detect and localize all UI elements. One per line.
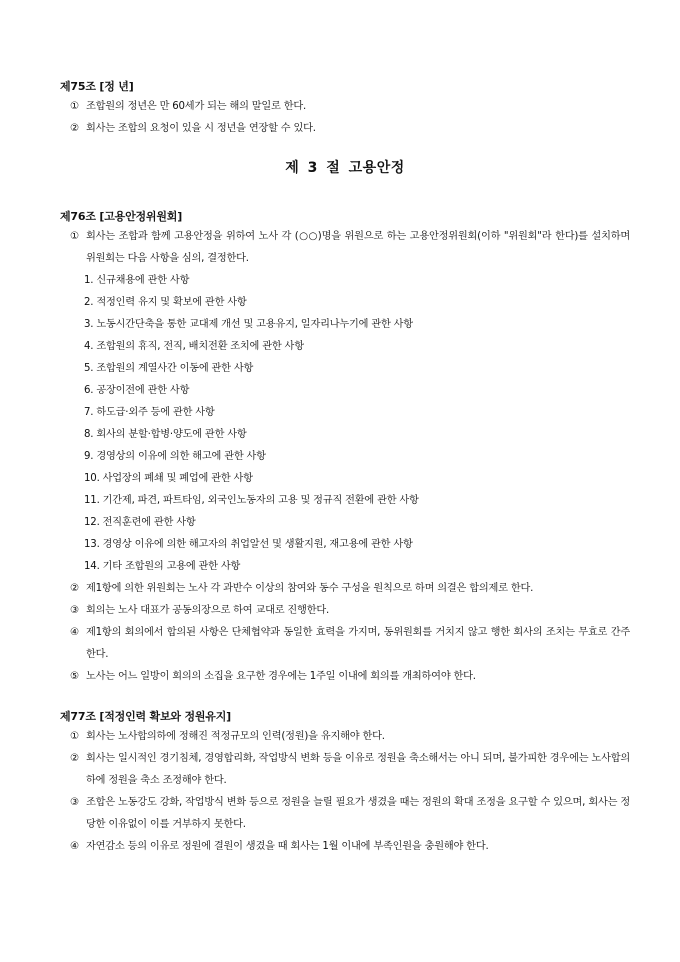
list-item: 10. 사업장의 폐쇄 및 폐업에 관한 사항 <box>84 473 253 484</box>
section-heading: 제 3 절 고용안정 <box>285 160 405 176</box>
para-text: 조합원의 정년은 만 60세가 되는 해의 말일로 한다. <box>86 101 307 112</box>
article-77-para-1 <box>60 726 630 748</box>
article-77-title: 제77조 [적정인력 확보와 정원유지] <box>60 710 231 723</box>
para-number: ② <box>70 753 79 764</box>
para-number: ① <box>70 231 79 242</box>
para-number: ④ <box>70 627 79 638</box>
article-77-para-3 <box>60 792 630 836</box>
para-number: ⑤ <box>70 671 79 682</box>
list-item: 3. 노동시간단축을 통한 교대제 개선 및 고용유지, 일자리나누기에 관한 사항 <box>84 319 413 330</box>
para-text: 회사는 일시적인 경기침체, 경영합리화, 작업방식 변화 등을 이유로 정원을 축소해서는 아니 되며, 불가피한 경우에는 노사합의 하에 정원을 축소 조정해야 한다. <box>86 753 630 786</box>
para-number: ① <box>70 101 79 112</box>
para-number: ② <box>70 123 79 134</box>
article-75-title: 제75조 [정 년] <box>60 80 134 93</box>
list-item: 9. 경영상의 이유에 의한 해고에 관한 사항 <box>84 451 266 462</box>
article-75-para-1 <box>60 96 630 118</box>
list-item: 13. 경영상 이유에 의한 해고자의 취업알선 및 생활지원, 재고용에 관한 사항 <box>84 539 413 550</box>
para-text: 회사는 노사합의하에 정해진 적정규모의 인력(정원)을 유지해야 한다. <box>86 731 385 742</box>
para-text: 제1항의 회의에서 합의된 사항은 단체협약과 동일한 효력을 가지며, 동위원회를 거치지 않고 행한 회사의 조치는 무효로 간주한다. <box>86 627 630 660</box>
para-text: 노사는 어느 일방이 회의의 소집을 요구한 경우에는 1주일 이내에 회의를 개최하여야 한다. <box>86 671 476 682</box>
list-item: 7. 하도급·외주 등에 관한 사항 <box>84 407 215 418</box>
para-number: ③ <box>70 605 79 616</box>
para-text: 회사는 조합의 요청이 있을 시 정년을 연장할 수 있다. <box>86 123 316 134</box>
list-item: 2. 적정인력 유지 및 확보에 관한 사항 <box>84 297 247 308</box>
para-text: 제1항에 의한 위원회는 노사 각 과반수 이상의 참여와 동수 구성을 원칙으로 하며 의결은 합의제로 한다. <box>86 583 534 594</box>
article-76-title: 제76조 [고용안정위원회] <box>60 210 183 223</box>
para-number: ④ <box>70 841 79 852</box>
para-text: 회사는 조합과 함께 고용안정을 위하여 노사 각 (○○)명을 위원으로 하는 고용안정위원회(이하 "위원회"라 한다)를 설치하며 위원회는 다음 사항을 심의, 결정한다. <box>86 231 630 264</box>
article-76-para-4 <box>60 622 630 666</box>
list-item: 8. 회사의 분할·합병·양도에 관한 사항 <box>84 429 247 440</box>
article-77-para-2 <box>60 748 630 792</box>
list-item: 6. 공장이전에 관한 사항 <box>84 385 190 396</box>
article-75 <box>60 78 630 140</box>
para-number: ① <box>70 731 79 742</box>
list-item: 11. 기간제, 파견, 파트타임, 외국인노동자의 고용 및 정규직 전환에 관한 사항 <box>84 495 419 506</box>
para-number: ② <box>70 583 79 594</box>
list-item: 1. 신규채용에 관한 사항 <box>84 275 190 286</box>
article-76-para-2 <box>60 578 630 600</box>
list-item: 4. 조합원의 휴직, 전직, 배치전환 조치에 관한 사항 <box>84 341 304 352</box>
article-75-para-2 <box>60 118 630 140</box>
article-76-para-5 <box>60 666 630 688</box>
list-item: 14. 기타 조합원의 고용에 관한 사항 <box>84 561 241 572</box>
article-76-para-1 <box>60 226 630 270</box>
article-76 <box>60 208 630 688</box>
list-item: 5. 조합원의 계열사간 이동에 관한 사항 <box>84 363 254 374</box>
article-76-para-3 <box>60 600 630 622</box>
article-77 <box>60 708 630 858</box>
article-77-para-4 <box>60 836 630 858</box>
para-text: 회의는 노사 대표가 공동의장으로 하여 교대로 진행한다. <box>86 605 330 616</box>
para-text: 조합은 노동강도 강화, 작업방식 변화 등으로 정원을 늘릴 필요가 생겼을 때는 정원의 확대 조정을 요구할 수 있으며, 회사는 정당한 이유없이 이를 거부하지 못한다. <box>86 797 630 830</box>
para-number: ③ <box>70 797 79 808</box>
para-text: 자연감소 등의 이유로 정원에 결원이 생겼을 때 회사는 1월 이내에 부족인원을 충원해야 한다. <box>86 841 489 852</box>
list-item: 12. 전직훈련에 관한 사항 <box>84 517 196 528</box>
